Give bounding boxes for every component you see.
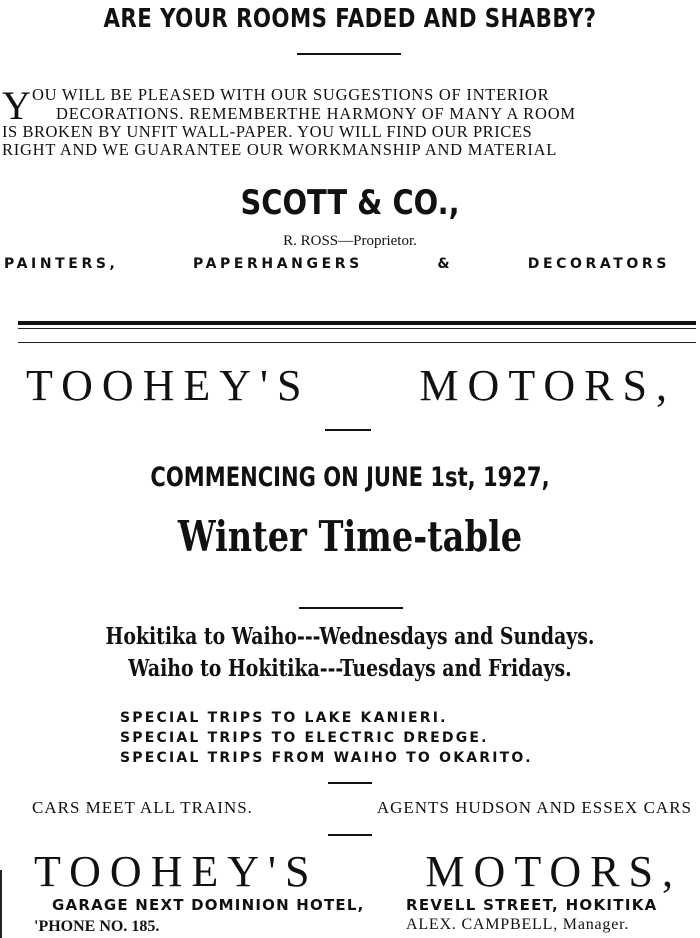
drop-cap: Y bbox=[2, 83, 31, 128]
special-trip-3: SPECIAL TRIPS FROM WAIHO TO OKARITO. bbox=[120, 750, 533, 766]
divider-rule bbox=[328, 782, 372, 784]
motors-footer-motors: MOTORS, bbox=[425, 847, 682, 896]
street-address: REVELL STREET, HOKITIKA bbox=[406, 896, 658, 914]
manager-name: ALEX. CAMPBELL, Manager. bbox=[406, 916, 630, 933]
garage-location: GARAGE NEXT DOMINION HOTEL, bbox=[52, 896, 365, 914]
scott-headline: ARE YOUR ROOMS FADED AND SHABBY? bbox=[103, 4, 597, 34]
firm-name: SCOTT & CO., bbox=[240, 183, 460, 223]
scott-body-line-3: IS BROKEN BY UNFIT WALL-PAPER. YOU WILL FIND OUR PRICES bbox=[2, 122, 533, 141]
scott-body-line-4: RIGHT AND WE GUARANTEE OUR WORKMANSHIP AND MATERIAL bbox=[2, 140, 558, 159]
motors-title-motors: MOTORS, bbox=[419, 361, 676, 410]
scott-body-line-2: DECORATIONS. REMEMBERTHE HARMONY OF MANY A ROOM bbox=[56, 104, 576, 123]
route-waiho-hokitika: Waiho to Hokitika---Tuesdays and Fridays. bbox=[128, 655, 572, 682]
proprietor-line: R. ROSS—Proprietor. bbox=[283, 233, 417, 249]
scott-body-line-1: OU WILL BE PLEASED WITH OUR SUGGESTIONS OF INTERIOR bbox=[32, 85, 550, 104]
motors-title bbox=[26, 360, 676, 411]
divider-rule bbox=[297, 53, 401, 55]
motors-footer-title bbox=[34, 846, 682, 897]
divider-rule bbox=[325, 429, 371, 431]
motors-title-name: TOOHEY'S bbox=[26, 361, 311, 410]
divider-rule bbox=[299, 607, 403, 609]
advert-separator-thin bbox=[18, 342, 696, 343]
motors-footer-name: TOOHEY'S bbox=[34, 847, 319, 896]
timetable-title: Winter Time-table bbox=[177, 512, 523, 561]
cars-meet-trains: CARS MEET ALL TRAINS. bbox=[32, 798, 253, 817]
trade-ampersand: & bbox=[437, 256, 454, 272]
special-trip-2: SPECIAL TRIPS TO ELECTRIC DREDGE. bbox=[120, 730, 489, 746]
trades-line bbox=[4, 256, 670, 272]
special-trip-1: SPECIAL TRIPS TO LAKE KANIERI. bbox=[120, 710, 448, 726]
phone-number: 'PHONE NO. 185. bbox=[34, 918, 160, 935]
route-hokitika-waiho: Hokitika to Waiho---Wednesdays and Sundays. bbox=[105, 623, 595, 650]
divider-rule bbox=[328, 834, 372, 836]
trade-paperhangers: PAPERHANGERS bbox=[193, 256, 363, 272]
commencing-date: COMMENCING ON JUNE 1st, 1927, bbox=[150, 462, 550, 493]
agents-line: AGENTS HUDSON AND ESSEX CARS bbox=[376, 798, 692, 817]
advert-separator bbox=[18, 321, 696, 325]
trade-painters: PAINTERS, bbox=[4, 256, 119, 272]
advert-separator-thin bbox=[18, 328, 696, 329]
trade-decorators: DECORATORS bbox=[527, 256, 670, 272]
edge-rule bbox=[0, 870, 2, 938]
cars-line bbox=[32, 798, 692, 818]
